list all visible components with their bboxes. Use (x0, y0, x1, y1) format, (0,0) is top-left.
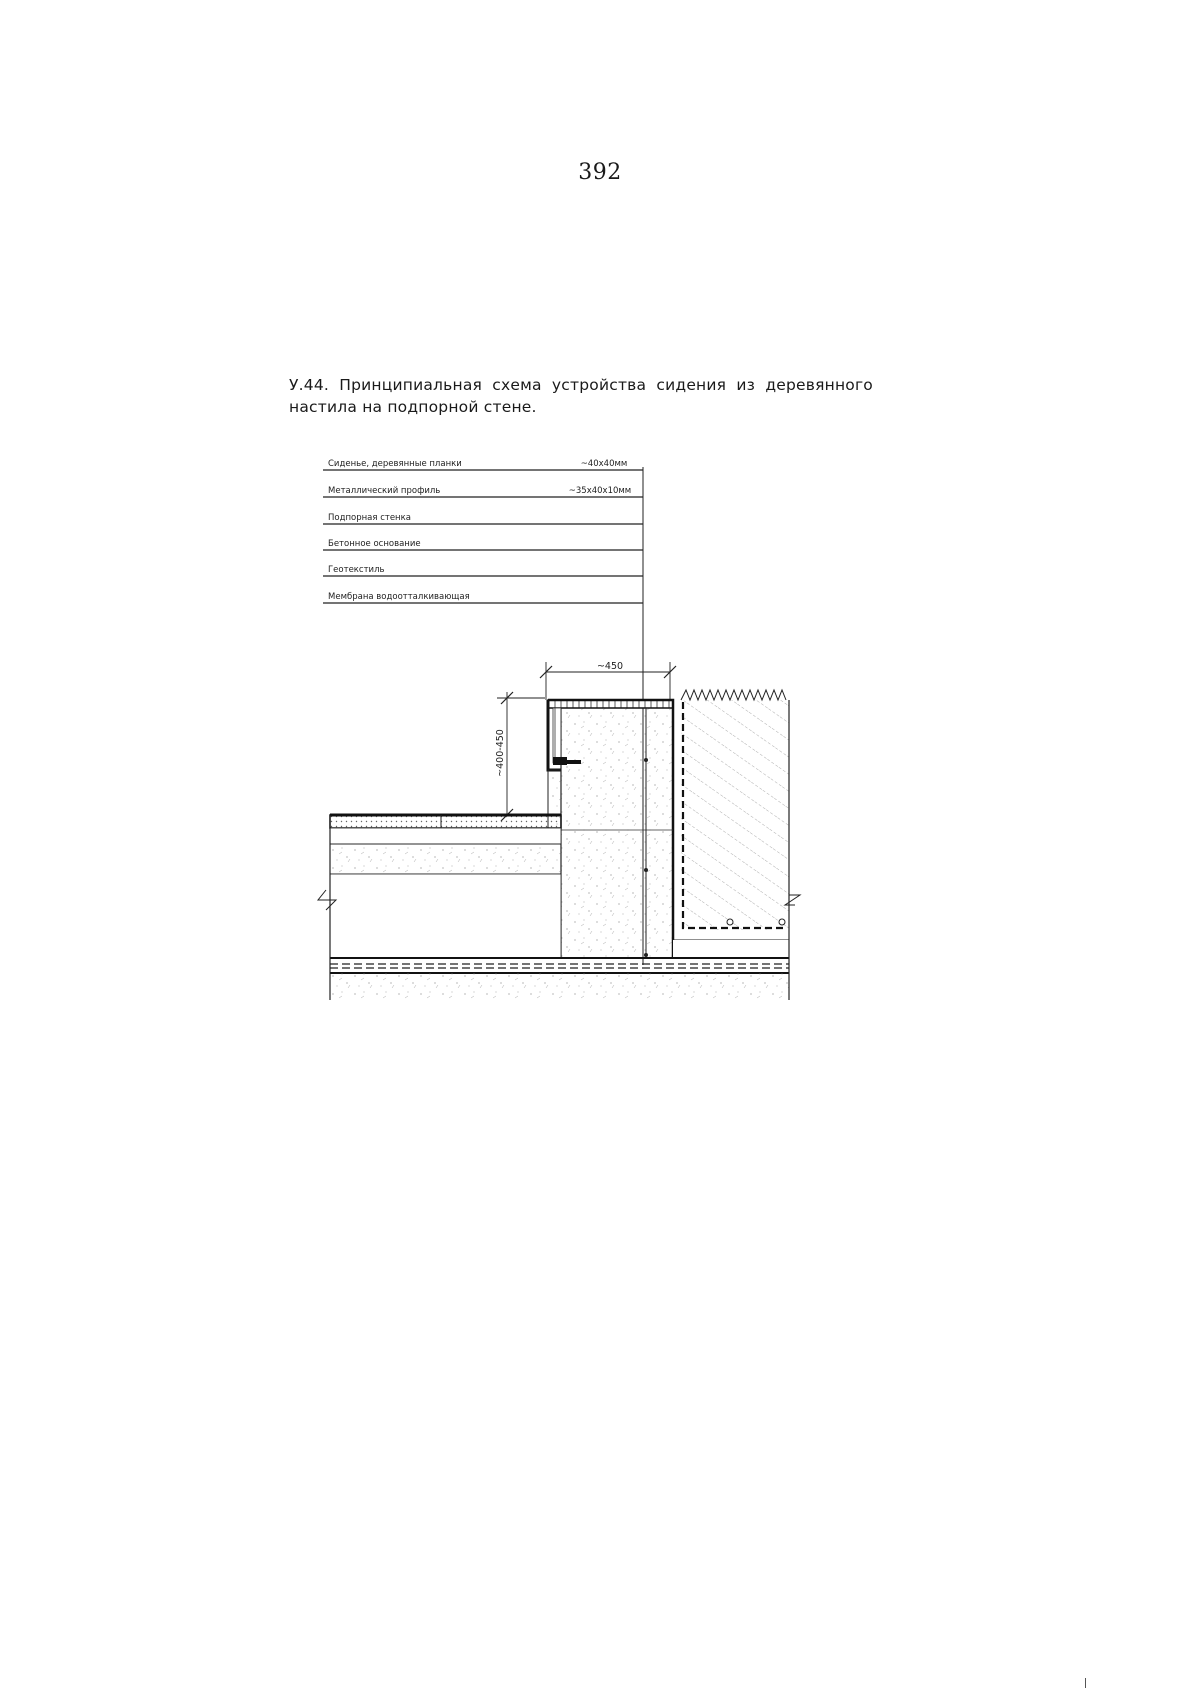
scan-edge-mark (1085, 1678, 1086, 1688)
soil-fill (673, 690, 800, 958)
callout-row-5 (323, 565, 643, 576)
dimension-width-label: ~450 (596, 661, 624, 672)
callout-row-4 (323, 539, 643, 550)
callout-label-5: Геотекстиль (328, 565, 385, 575)
callout-label-6: Мембрана водоотталкивающая (328, 592, 470, 602)
deck-layers (318, 815, 561, 958)
caption-line-2: настила на подпорной стене. (289, 398, 537, 416)
callout-row-3 (323, 513, 643, 524)
callout-row-1 (323, 459, 643, 470)
page-number: 392 (578, 160, 622, 185)
callout-row-6 (323, 592, 643, 603)
callout-label-4: Бетонное основание (328, 539, 421, 549)
retaining-wall (548, 700, 673, 958)
callout-label-2: Металлический профиль (328, 486, 441, 496)
dimension-height-label: ~400-450 (495, 729, 506, 777)
dimension-height (495, 692, 545, 821)
callout-label-3: Подпорная стенка (328, 513, 411, 523)
caption-line-1: У.44. Принципиальная схема устройства сидения из деревянного (289, 376, 873, 394)
callout-row-2 (323, 486, 643, 497)
callout-size-1: ~40х40мм (580, 459, 628, 469)
callout-size-2: ~35х40х10мм (568, 486, 632, 496)
dimension-width (540, 661, 676, 700)
callout-label-1: Сиденье, деревянные планки (328, 459, 462, 469)
